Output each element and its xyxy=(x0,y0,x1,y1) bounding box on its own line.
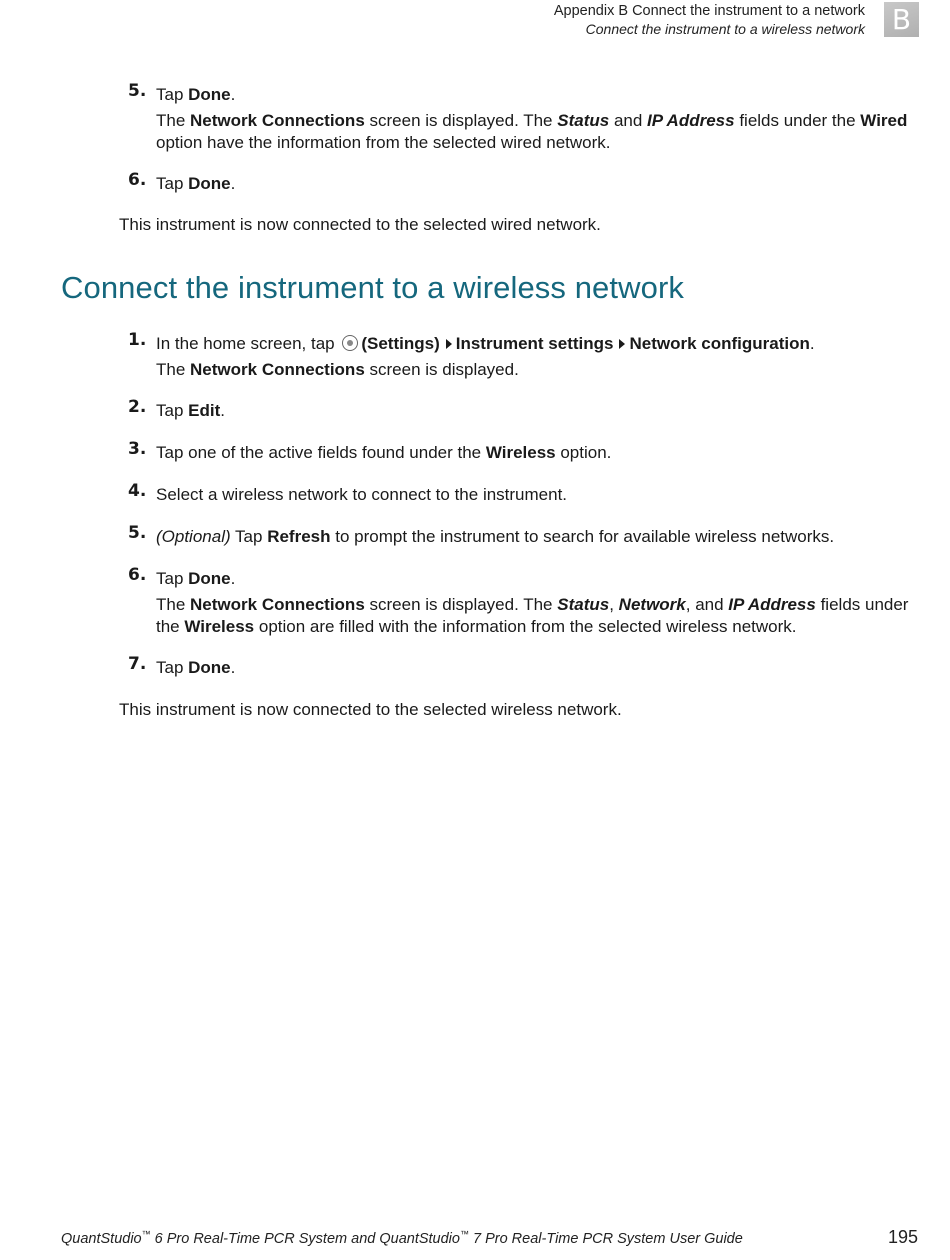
step-instruction: Tap Done. xyxy=(156,174,236,193)
step-number: 4. xyxy=(128,481,147,501)
step-number: 5. xyxy=(128,523,147,543)
step-instruction: Tap Done. xyxy=(156,85,236,104)
step-number: 2. xyxy=(128,397,147,417)
step-instruction: Tap one of the active fields found under the Wireless option. xyxy=(156,443,612,462)
step-instruction: Tap Done. xyxy=(156,658,236,677)
wired-conclusion: This instrument is now connected to the selected wired network. xyxy=(119,215,601,234)
wireless-conclusion: This instrument is now connected to the selected wireless network. xyxy=(119,700,622,719)
step-instruction: Tap Edit. xyxy=(156,401,225,420)
step-number: 7. xyxy=(128,654,147,674)
menu-arrow-icon xyxy=(619,339,625,349)
appendix-tab: B xyxy=(884,2,919,37)
step-result: The Network Connections screen is displayed. xyxy=(156,359,519,379)
page-number: 195 xyxy=(887,1227,918,1247)
step-instruction: Tap Done. xyxy=(156,569,236,588)
step-body xyxy=(156,568,926,639)
running-header xyxy=(554,2,865,38)
step-body xyxy=(156,84,926,155)
step-instruction: In the home screen, tap (Settings) Instrument settings Network configuration. xyxy=(156,334,815,353)
step-body xyxy=(156,333,926,381)
step-number: 6. xyxy=(128,170,147,190)
step-instruction: Select a wireless network to connect to the instrument. xyxy=(156,485,568,504)
header-chapter: Appendix B Connect the instrument to a network xyxy=(553,3,865,19)
step-number: 1. xyxy=(128,330,147,350)
step-number: 5. xyxy=(128,81,147,101)
step-number: 3. xyxy=(128,439,147,459)
step-result: The Network Connections screen is displayed. The Status and IP Address fields under the Wired option have the information from the selected wired network. xyxy=(156,110,908,152)
header-section: Connect the instrument to a wireless network xyxy=(585,21,865,37)
running-footer: QuantStudio™ 6 Pro Real-Time PCR System and QuantStudio™ 7 Pro Real-Time PCR System User Guide xyxy=(61,1229,743,1247)
step-number: 6. xyxy=(128,565,147,585)
step-instruction: (Optional) Tap Refresh to prompt the instrument to search for available wireless networks. xyxy=(156,527,835,546)
menu-arrow-icon xyxy=(446,339,452,349)
step-result: The Network Connections screen is displayed. The Status, Network, and IP Address fields under the Wireless option are filled with the information from the selected wireless network. xyxy=(156,594,909,636)
section-heading: Connect the instrument to a wireless network xyxy=(61,270,684,305)
settings-gear-icon xyxy=(342,335,358,351)
